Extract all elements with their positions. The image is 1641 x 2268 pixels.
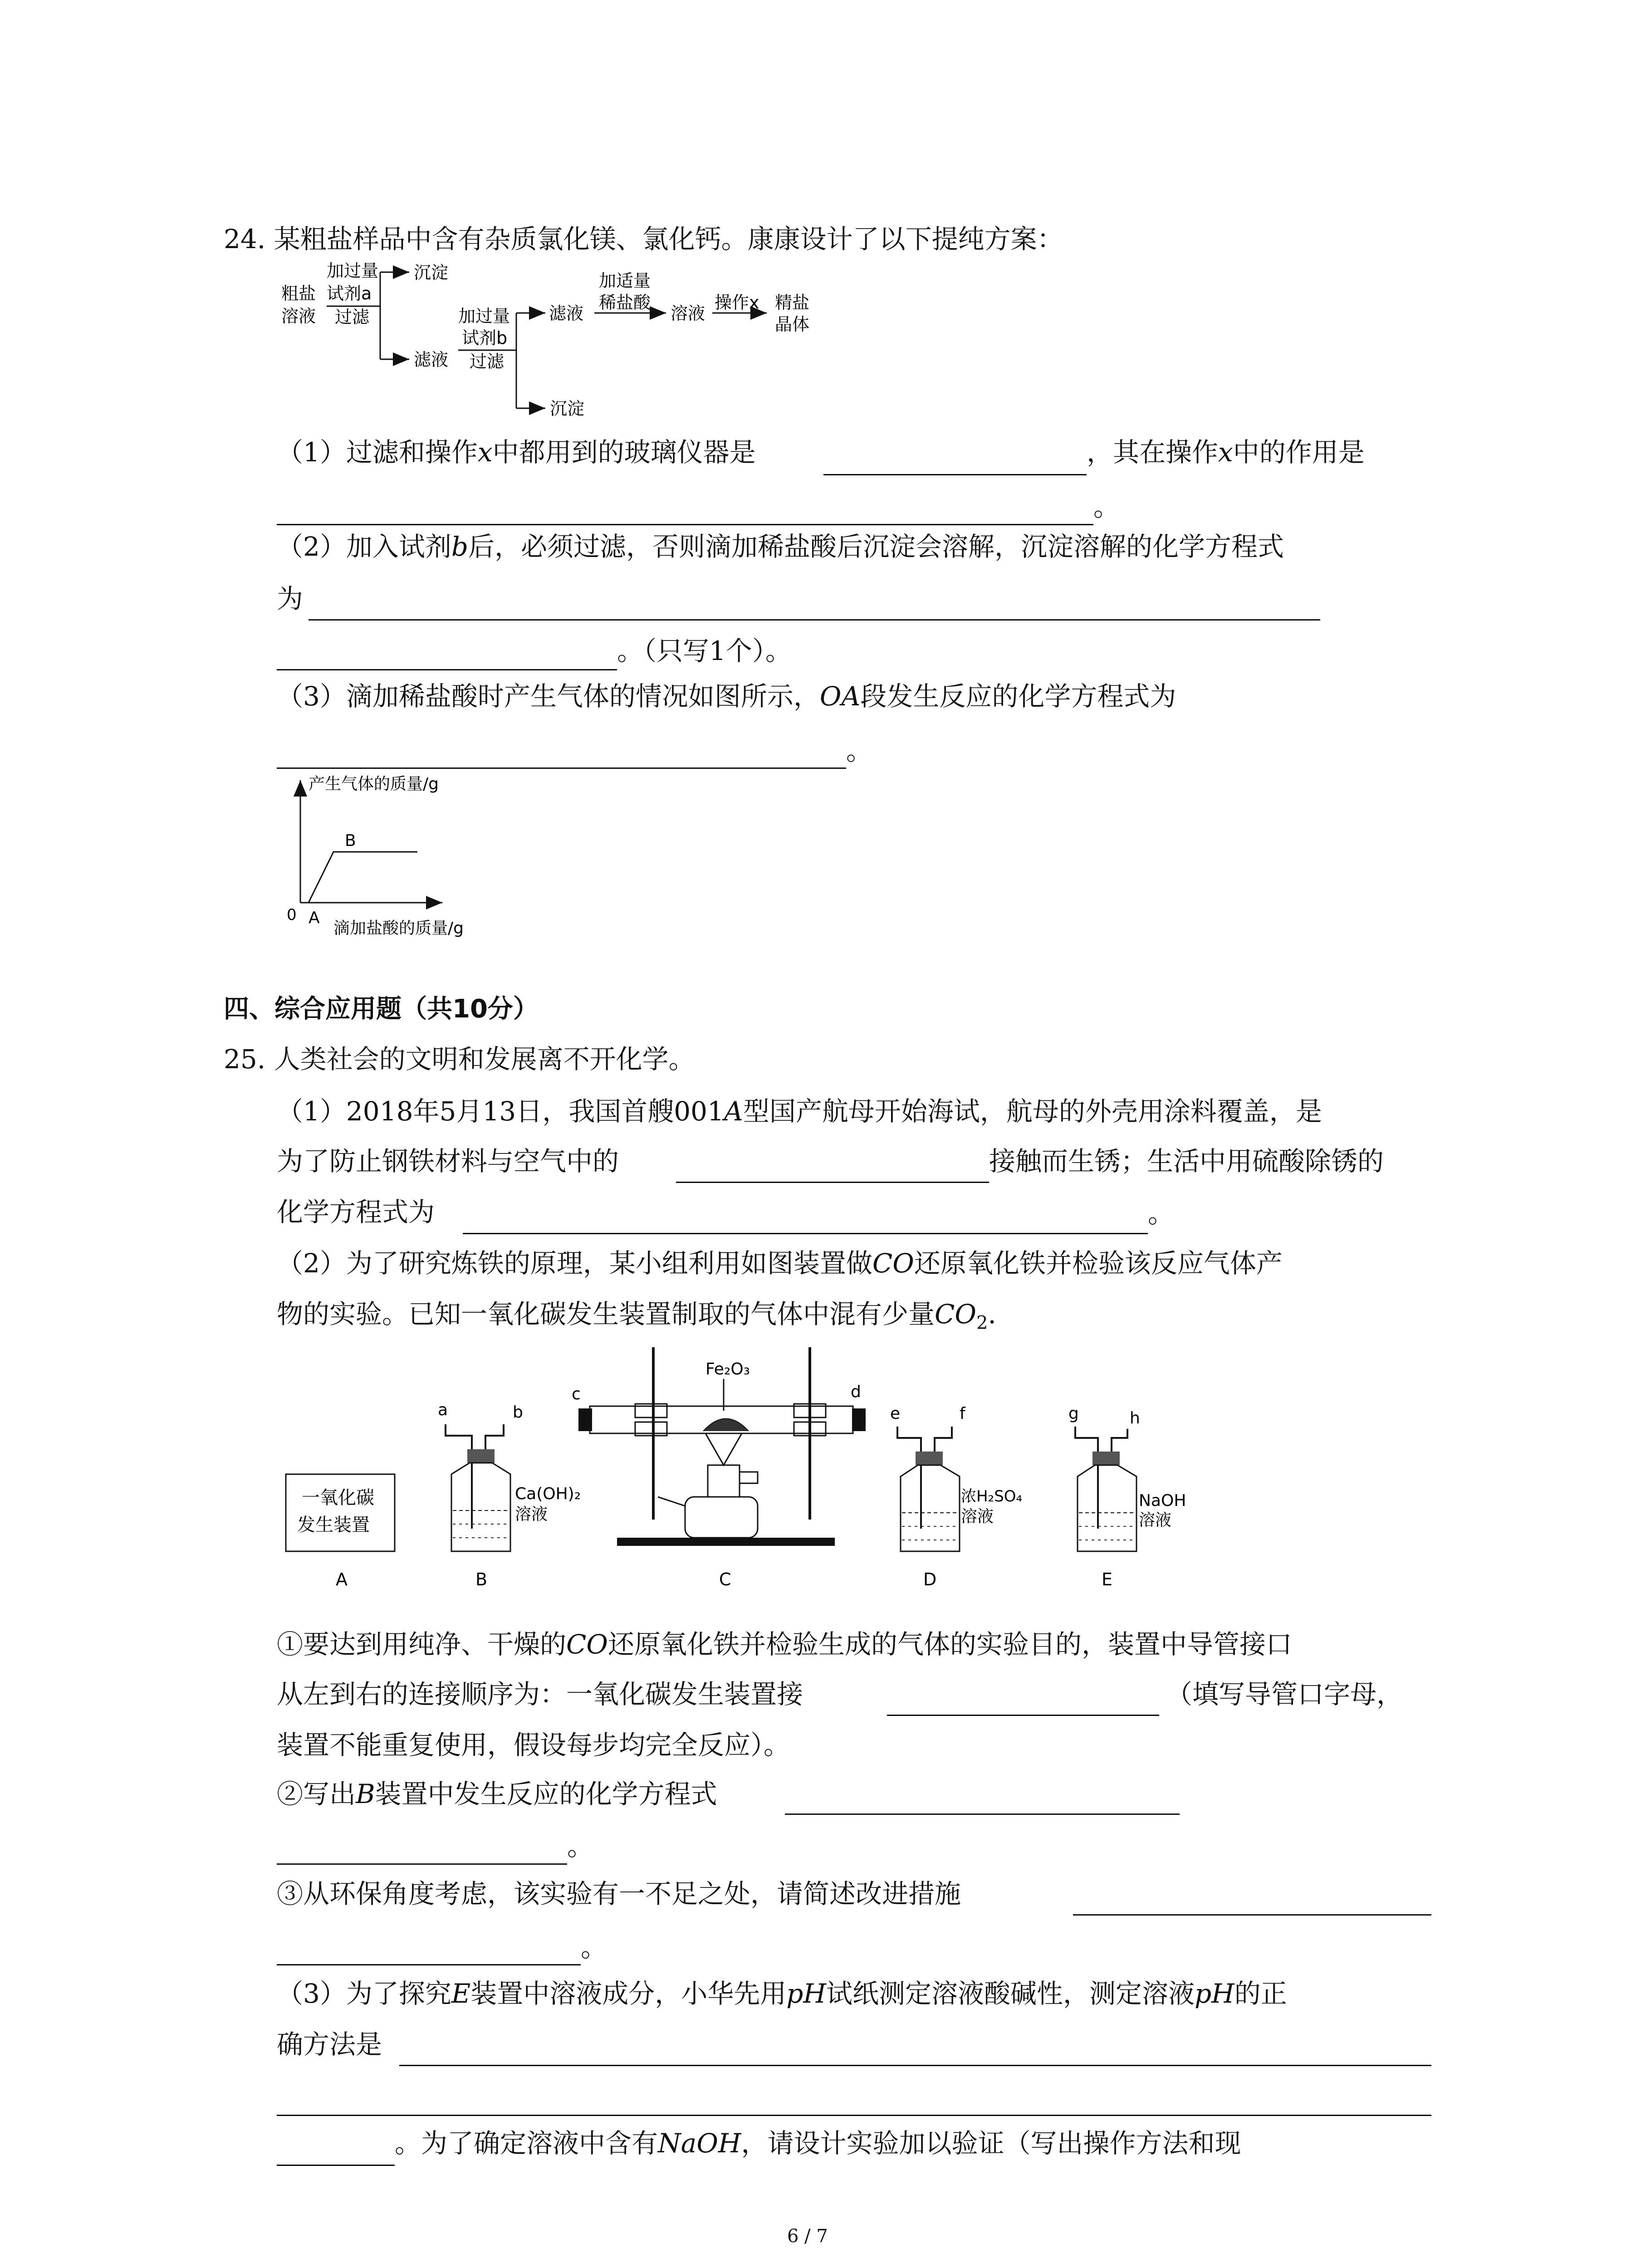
flow-filtrate-2: 滤液: [549, 303, 584, 323]
flow-step3-top1: 加适量: [599, 271, 651, 291]
q24-part3-end: 。: [846, 735, 873, 766]
label-a: A: [336, 1569, 348, 1589]
q25-blank-improvement-2[interactable]: [277, 1964, 581, 1965]
q25-blank-air-component[interactable]: [676, 1182, 989, 1183]
device-e-reagent-1: NaOH: [1139, 1491, 1186, 1510]
port-c: c: [572, 1385, 581, 1403]
device-b-reagent-1: Ca(OH)₂: [515, 1485, 581, 1503]
graph-curve: [309, 852, 417, 903]
q25-part3-line4: 。为了确定溶液中含有NaOH，请设计实验加以验证（写出操作方法和现: [395, 2128, 1241, 2159]
port-e: e: [890, 1404, 901, 1423]
q25-part2-line2: 物的实验。已知一氧化碳发生装置制取的气体中混有少量$CO_2$.: [277, 1299, 996, 1334]
q24-part1-end: 。: [1093, 491, 1120, 522]
q24-blank-equation-1[interactable]: [309, 619, 1320, 621]
flow-step1-top2: 试剂a: [327, 284, 372, 303]
q25-s1-line1: ①要达到用纯净、干燥的CO还原氧化铁并检验生成的气体的实验目的，装置中导管接口: [277, 1629, 1292, 1660]
flow-step1-top1: 加过量: [327, 261, 379, 281]
q25-blank-ph-method-1[interactable]: [399, 2065, 1431, 2066]
label-d: D: [923, 1569, 937, 1589]
q25-blank-b-equation-2[interactable]: [277, 1863, 567, 1865]
q25-s2-end: 。: [567, 1831, 594, 1862]
graph-ylabel: 产生气体的质量/g: [309, 775, 439, 793]
device-e-reagent-2: 溶液: [1139, 1511, 1172, 1530]
device-c-reagent: Fe₂O₃: [705, 1360, 750, 1378]
q24-blank-instrument[interactable]: [823, 474, 1087, 475]
flow-precip-1: 沉淀: [414, 263, 449, 283]
port-a: a: [438, 1401, 448, 1419]
q25-stem: 25. 人类社会的文明和发展离不开化学。: [224, 1044, 695, 1075]
q24-part2-line2: 为: [277, 583, 304, 614]
flow-solution: 溶液: [671, 303, 705, 323]
q25-part1-end: 。: [1148, 1198, 1175, 1229]
graph-point-a: A: [309, 909, 320, 927]
q24-blank-equation-2[interactable]: [277, 669, 617, 670]
graph-point-b: B: [345, 831, 356, 850]
q25-s1-line2a: 从左到右的连接顺序为：一氧化碳发生装置接: [277, 1679, 803, 1710]
q25-blank-b-equation-1[interactable]: [785, 1813, 1180, 1815]
q25-part1-line2b: 接触而生锈；生活中用硫酸除锈的: [989, 1146, 1384, 1177]
q24-part1-line1: （1）过滤和操作x中都用到的玻璃仪器是: [277, 437, 756, 468]
q25-s1-line3: 装置不能重复使用，假设每步均完全反应）。: [277, 1730, 790, 1760]
port-g: g: [1068, 1404, 1079, 1423]
q24-stem: 24. 某粗盐样品中含有杂质氯化镁、氯化钙。康康设计了以下提纯方案：: [224, 224, 1063, 254]
gas-mass-graph: [281, 771, 517, 939]
flow-step2-top1: 加过量: [458, 306, 510, 326]
flow-start-1: 粗盐: [281, 284, 316, 303]
q24-part2-line1: （2）加入试剂b后，必须过滤，否则滴加稀盐酸后沉淀会溶解，沉淀溶解的化学方程式: [277, 531, 1284, 562]
q24-part3-line1: （3）滴加稀盐酸时产生气体的情况如图所示，OA段发生反应的化学方程式为: [277, 681, 1176, 712]
label-c: C: [719, 1569, 731, 1589]
q24-part2-end: 。（只写1个）。: [617, 635, 792, 666]
q25-blank-ph-method-2[interactable]: [277, 2115, 1431, 2116]
flow-start-2: 溶液: [281, 306, 316, 326]
q25-part1-line2a: 为了防止钢铁材料与空气中的: [277, 1146, 619, 1177]
q25-part3-line2: 确方法是: [277, 2029, 382, 2060]
q25-s1-line2b: （填写导管口字母，: [1166, 1679, 1403, 1710]
q25-s3-line: ③从环保角度考虑，该实验有一不足之处，请简述改进措施: [277, 1878, 961, 1909]
device-d-reagent-1: 浓H₂SO₄: [961, 1487, 1023, 1505]
q24-part1-tail: ，其在操作x中的作用是: [1087, 437, 1365, 468]
device-a-box: [286, 1474, 395, 1551]
q25-blank-ph-method-3[interactable]: [277, 2165, 395, 2166]
label-e: E: [1102, 1569, 1113, 1589]
q25-s3-end: 。: [581, 1932, 607, 1963]
q25-part3-line1: （3）为了探究E装置中溶液成分，小华先用pH试纸测定溶液酸碱性，测定溶液pH的正: [277, 1978, 1287, 2009]
label-b: B: [475, 1569, 488, 1589]
graph-origin: 0: [287, 906, 297, 924]
port-f: f: [960, 1404, 965, 1423]
flow-precip-2: 沉淀: [550, 399, 585, 419]
flow-step2-bottom: 过滤: [470, 352, 505, 371]
port-b: b: [513, 1403, 523, 1422]
flow-product-1: 精盐: [775, 293, 810, 313]
q25-blank-connection-order[interactable]: [887, 1715, 1159, 1716]
port-h: h: [1130, 1409, 1140, 1427]
flow-filtrate-1: 滤液: [414, 350, 449, 370]
graph-xlabel: 滴加盐酸的质量/g: [333, 919, 464, 938]
q25-s2-line: ②写出B装置中发生反应的化学方程式: [277, 1779, 717, 1809]
port-d: d: [851, 1383, 861, 1401]
device-a-text-2: 发生装置: [297, 1515, 370, 1535]
page-number: 6 / 7: [787, 2226, 828, 2247]
flow-opx: 操作x: [715, 293, 759, 313]
q25-part1-line1: （1）2018年5月13日，我国首艘001A型国产航母开始海试，航母的外壳用涂料覆盖，是: [277, 1096, 1322, 1127]
flow-step3-top2: 稀盐酸: [599, 293, 651, 313]
flow-step2-top2: 试剂b: [462, 328, 508, 348]
q25-blank-rust-equation[interactable]: [463, 1233, 1148, 1234]
purification-flowchart: [277, 254, 844, 435]
apparatus-figure: [277, 1338, 1230, 1592]
q24-blank-function[interactable]: [277, 524, 1093, 525]
q25-blank-improvement-1[interactable]: [1073, 1914, 1431, 1916]
q25-part1-line3: 化学方程式为: [277, 1197, 435, 1227]
flow-product-2: 晶体: [775, 314, 810, 334]
q25-part2-line1: （2）为了研究炼铁的原理，某小组利用如图装置做CO还原氧化铁并检验该反应气体产: [277, 1248, 1283, 1279]
flow-step1-bottom: 过滤: [335, 307, 370, 327]
q24-blank-oa-equation[interactable]: [277, 767, 846, 769]
section4-heading: 四、综合应用题（共10分）: [224, 994, 539, 1024]
device-b-reagent-2: 溶液: [515, 1505, 548, 1524]
device-d-reagent-2: 溶液: [961, 1507, 994, 1526]
device-a-text-1: 一氧化碳: [302, 1487, 374, 1508]
